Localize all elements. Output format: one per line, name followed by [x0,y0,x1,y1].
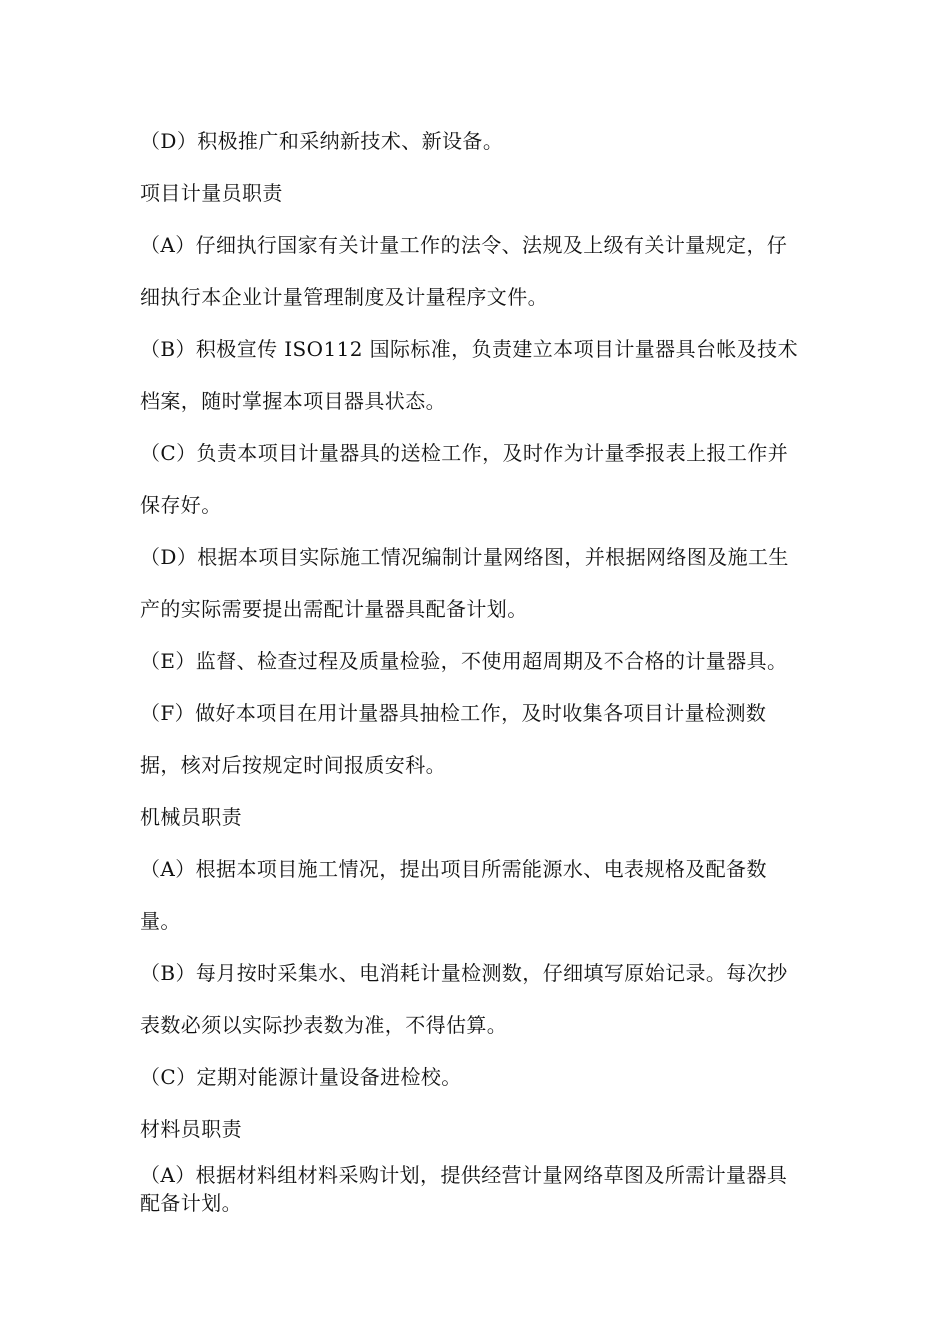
paragraph-line: （C）负责本项目计量器具的送检工作，及时作为计量季报表上报工作并 [140,441,789,465]
paragraph-line: （D）积极推广和采纳新技术、新设备。 [140,129,504,153]
paragraph-line: 档案，随时掌握本项目器具状态。 [140,389,446,413]
paragraph-line: （C）定期对能源计量设备进检校。 [140,1065,462,1089]
paragraph-line: 表数必须以实际抄表数为准，不得估算。 [140,1013,508,1037]
paragraph-line: 保存好。 [140,493,222,517]
paragraph-line: （B）每月按时采集水、电消耗计量检测数，仔细填写原始记录。每次抄 [140,961,788,985]
paragraph-line: 配备计划。 [140,1191,242,1215]
section-heading-machinery-officer: 机械员职责 [140,805,242,829]
paragraph-line: （F）做好本项目在用计量器具抽检工作，及时收集各项目计量检测数 [140,701,767,725]
paragraph-line: 产的实际需要提出需配计量器具配备计划。 [140,597,528,621]
paragraph-line: （A）根据材料组材料采购计划，提供经营计量网络草图及所需计量器具 [140,1163,788,1187]
paragraph-line: 细执行本企业计量管理制度及计量程序文件。 [140,285,548,309]
paragraph-line: （A）根据本项目施工情况，提出项目所需能源水、电表规格及配备数 [140,857,767,881]
section-heading-materials-officer: 材料员职责 [140,1117,242,1141]
paragraph-line: 量。 [140,909,181,933]
paragraph-line: （D）根据本项目实际施工情况编制计量网络图，并根据网络图及施工生 [140,545,789,569]
paragraph-line: 据，核对后按规定时间报质安科。 [140,753,446,777]
paragraph-line: （A）仔细执行国家有关计量工作的法令、法规及上级有关计量规定，仔 [140,233,788,257]
paragraph-line: （B）积极宣传 ISO112 国际标准，负责建立本项目计量器具台帐及技术 [140,337,798,361]
paragraph-line: （E）监督、检查过程及质量检验，不使用超周期及不合格的计量器具。 [140,649,788,673]
section-heading-metrology-officer: 项目计量员职责 [140,181,283,205]
